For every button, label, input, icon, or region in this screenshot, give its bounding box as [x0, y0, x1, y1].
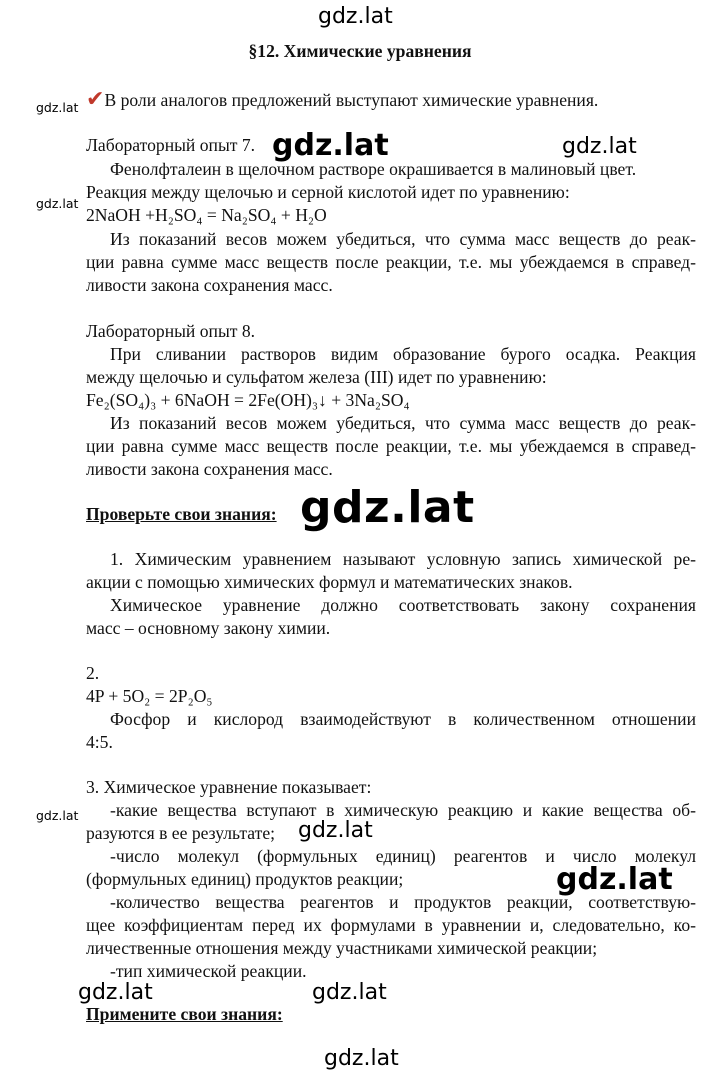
watermark: gdz.lat	[318, 4, 393, 29]
lab7-line: Фенолфталеин в щелочном растворе окрашивается в малиновый цвет.	[110, 159, 637, 179]
watermark: gdz.lat	[272, 128, 389, 163]
watermark: gdz.lat	[324, 1046, 399, 1071]
answer-3-line: 3. Химическое уравнение показывает:	[86, 777, 372, 797]
answer-1-line: 1. Химическим уравнением называют условную запись химической ре-	[110, 549, 696, 569]
lab7-line: Реакция между щелочью и серной кислотой идет по уравнению:	[86, 182, 570, 202]
answer-2-number: 2.	[86, 663, 100, 683]
watermark: gdz.lat	[562, 134, 637, 159]
lab7-paragraph: Из показаний весов можем убедиться, что сумма масс веществ до реак-	[110, 229, 696, 249]
answer-3-line: -какие вещества вступают в химическую реакцию и какие вещества об-	[110, 800, 696, 820]
check-icon: ✔	[86, 86, 105, 111]
lab7-paragraph: ции равна сумме масс веществ после реакции, т.е. мы убеждаемся в справед-	[86, 252, 696, 272]
answer-2-line: 4:5.	[86, 732, 113, 752]
answer-2-line: Фосфор и кислород взаимодействуют в количественном отношении	[110, 709, 696, 729]
answer-3-line: личественные отношения между участниками химической реакции;	[86, 938, 598, 958]
lab7-equation: 2NaOH +H₂SO₄ = Na₂SO₄ + H₂O	[86, 205, 327, 225]
lab8-heading: Лабораторный опыт 8.	[86, 321, 256, 341]
apply-knowledge-heading: Примените свои знания:	[86, 1004, 283, 1024]
answer-1-line: акции с помощью химических формул и математических знаков.	[86, 572, 573, 592]
watermark: gdz.lat	[556, 862, 673, 897]
watermark: gdz.lat	[312, 980, 387, 1005]
lab7-paragraph: ливости закона сохранения масс.	[86, 275, 333, 295]
check-knowledge-heading: Проверьте свои знания:	[86, 504, 277, 524]
answer-3-line: -тип химической реакции.	[110, 961, 307, 981]
lab8-paragraph: ции равна сумме масс веществ после реакции, т.е. мы убеждаемся в справед-	[86, 436, 696, 456]
intro-text: В роли аналогов предложений выступают химические уравнения.	[104, 90, 599, 110]
watermark: gdz.lat	[300, 482, 475, 533]
answer-3-line: разуются в ее результате;	[86, 823, 276, 843]
lab8-paragraph: Из показаний весов можем убедиться, что сумма масс веществ до реак-	[110, 413, 696, 433]
answer-3-line: щее коэффициентам перед их формулами в уравнении и, следовательно, ко-	[86, 915, 696, 935]
answer-2-equation: 4P + 5O₂ = 2P₂O₅	[86, 686, 213, 706]
watermark: gdz.lat	[36, 100, 79, 115]
watermark: gdz.lat	[78, 980, 153, 1005]
watermark: gdz.lat	[36, 808, 79, 823]
intro-line	[86, 88, 598, 111]
lab7-heading: Лабораторный опыт 7.	[86, 135, 256, 155]
watermark: gdz.lat	[298, 818, 373, 843]
lab8-paragraph: ливости закона сохранения масс.	[86, 459, 333, 479]
answer-3-line: -число молекул (формульных единиц) реагентов и число молекул	[110, 846, 696, 866]
answer-3-line: -количество вещества реагентов и продуктов реакции, соответствую-	[110, 892, 696, 912]
lab8-equation: Fe₂(SO₄)₃ + 6NaOH = 2Fe(OH)₃↓ + 3Na₂SO₄	[86, 390, 410, 410]
answer-1-line: масс – основному закону химии.	[86, 618, 331, 638]
section-title: §12. Химические уравнения	[248, 41, 472, 61]
lab8-line: При сливании растворов видим образование бурого осадка. Реакция	[110, 344, 696, 364]
lab8-line: между щелочью и сульфатом железа (III) идет по уравнению:	[86, 367, 547, 387]
answer-1-line: Химическое уравнение должно соответствовать закону сохранения	[110, 595, 696, 615]
answer-3-line: (формульных единиц) продуктов реакции;	[86, 869, 404, 889]
watermark: gdz.lat	[36, 196, 79, 211]
